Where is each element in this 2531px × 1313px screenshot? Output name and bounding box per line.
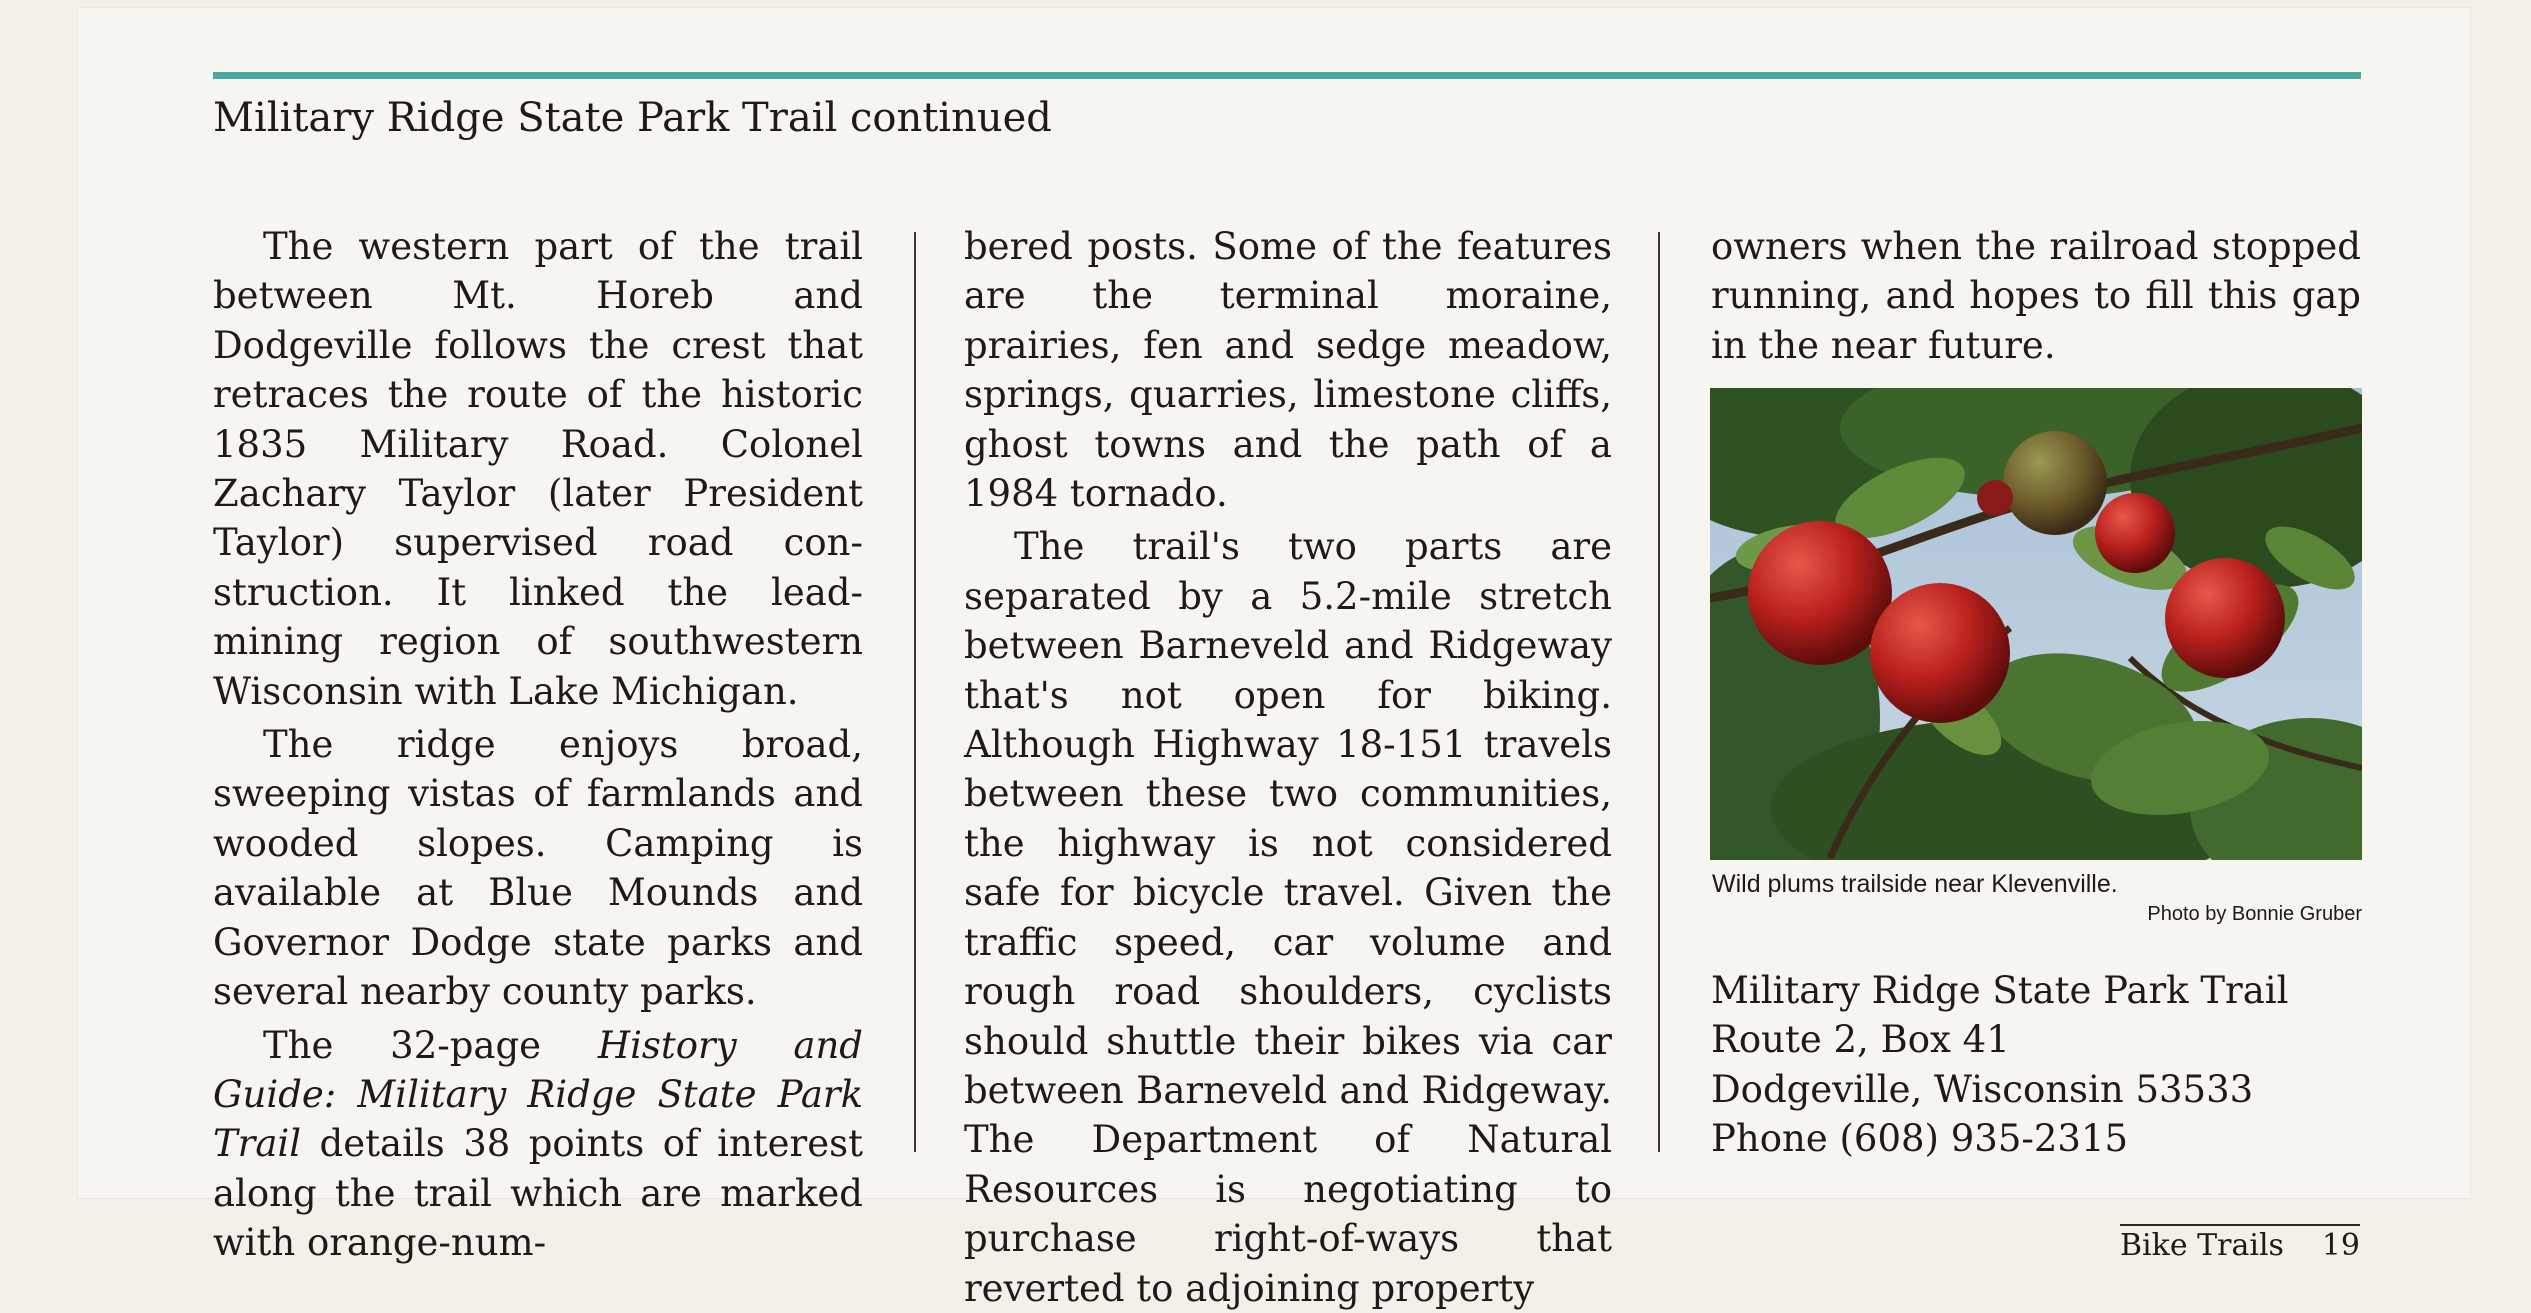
contact-name: Military Ridge State Park Trail: [1711, 969, 2289, 1012]
photo-caption: Wild plums trailside near Klevenville.: [1712, 870, 2118, 898]
column-3: [1711, 222, 2361, 370]
footer-section: Bike Trails: [2120, 1228, 2284, 1263]
column-divider-1: [914, 232, 916, 1152]
col1-paragraph-1: The western part of the trail between Mt. Horeb and Dodgeville follows the crest that retraces the route of the historic 1835 Military Road. Colonel Zachary Taylor (later President Taylor) supervised road construction. It linked the lead-mining region of southwestern Wisconsin with Lake Michigan.: [213, 225, 863, 713]
col3-paragraph-1: owners when the railroad stopped running, and hopes to fill this gap in the near future.: [1711, 225, 2361, 367]
page-number: 19: [2321, 1228, 2360, 1263]
header-rule: [213, 72, 2361, 79]
col1-paragraph-3: [213, 1021, 863, 1268]
wild-plums-photo: [1710, 388, 2362, 860]
col2-paragraph-2: The trail's two parts are separated by a 5.2-mile stretch between Barneveld and Ridgeway that's not open for biking. Although Highway 18-151 travels between these two communities, the highway is not considered safe for bicycle travel. Given the traffic speed, car volume and rough road shoulders, cyclists should shuttle their bikes via car between Barneveld and Ridgeway. The Department of Natural Resources is negotiating to purchase right-of-ways that reverted to adjoining property: [964, 525, 1612, 1310]
photo-credit: Photo by Bonnie Gruber: [2147, 903, 2362, 925]
paragraph-3-start: The 32-page: [263, 1023, 598, 1067]
page-title: Military Ridge State Park Trail continued: [213, 95, 1052, 141]
contact-address: Route 2, Box 41: [1711, 1018, 2010, 1062]
contact-block: [1711, 966, 2371, 1164]
column-1: [213, 222, 863, 1268]
col1-paragraph-2: The ridge enjoys broad, sweeping vistas of farmlands and wooded slopes. Camping is available at Blue Mounds and Governor Dodge state parks and several nearby county parks.: [213, 723, 863, 1014]
contact-phone: Phone (608) 935-2315: [1711, 1117, 2129, 1161]
plums-illustration: [1710, 388, 2362, 860]
guide-title: History and Guide: Military Ridge State Park Trail: [213, 1023, 863, 1166]
page-footer: [2120, 1228, 2360, 1264]
paragraph-3-end: details 38 points of interest along the trail which are marked with orange-num-: [213, 1122, 863, 1265]
contact-city: Dodgeville, Wisconsin 53533: [1711, 1067, 2254, 1111]
col2-paragraph-1: bered posts. Some of the features are the terminal moraine, prairies, fen and sedge meadow, springs, quarries, limestone cliffs, ghost towns and the path of a 1984 tornado.: [964, 225, 1612, 516]
column-2: [964, 222, 1612, 1313]
footer-rule: [2120, 1224, 2360, 1226]
column-divider-2: [1658, 232, 1660, 1152]
